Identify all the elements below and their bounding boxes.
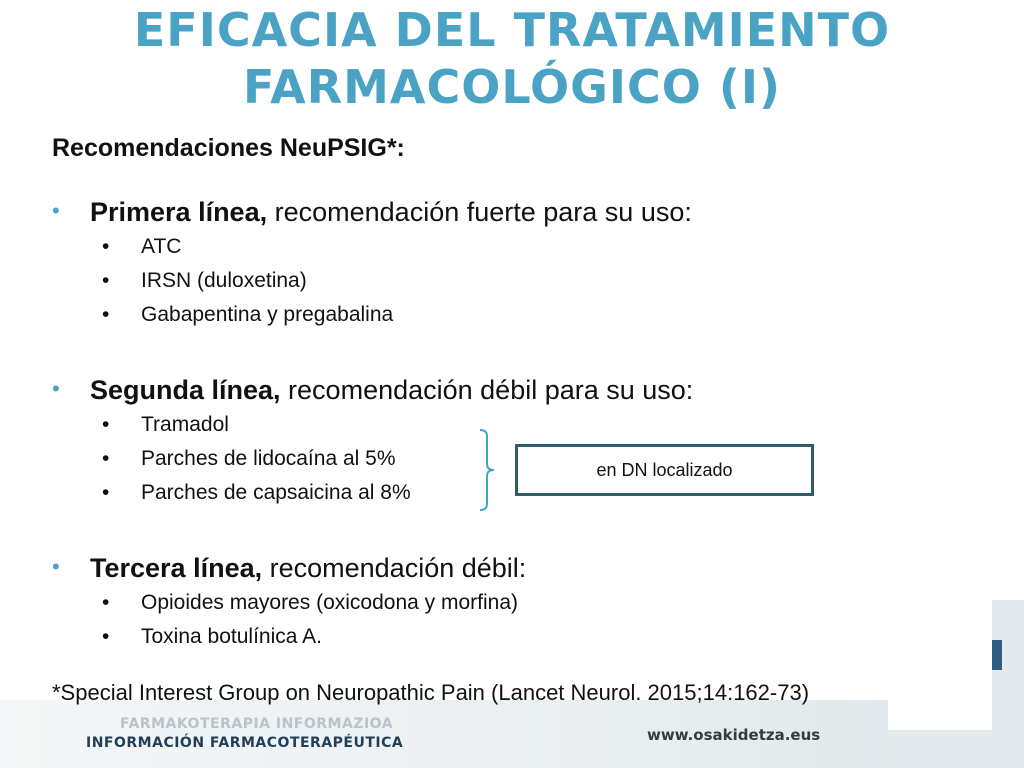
section-heading-text: recomendación débil para su uso:: [280, 375, 694, 405]
brace-icon: [478, 428, 500, 512]
list-item-text: Parches de lidocaína al 5%: [141, 447, 396, 470]
list-item-text: Toxina botulínica A.: [141, 625, 322, 648]
section-heading-bold: Segunda línea,: [90, 375, 281, 405]
list-item: [52, 586, 526, 620]
section-heading-bold: Tercera línea,: [90, 553, 263, 583]
sub-bullet-icon: •: [102, 303, 110, 326]
slide-subtitle: Recomendaciones NeuPSIG*:: [52, 134, 405, 162]
slide-title-line-2: FARMACOLÓGICO (I): [242, 60, 782, 114]
list-item-text: Gabapentina y pregabalina: [141, 303, 394, 326]
slide-title: [0, 2, 1024, 116]
footer-logo: INFORMACIÓN FARMACOTERAPÉUTICA: [86, 735, 404, 751]
list-item-text: Parches de capsaicina al 8%: [141, 481, 411, 504]
section-heading-bold: Primera línea,: [90, 197, 268, 227]
section-heading-text: recomendación débil:: [262, 553, 527, 583]
sub-bullet-icon: •: [102, 235, 110, 258]
bullet-icon: •: [52, 198, 60, 223]
list-item: [52, 408, 693, 442]
list-item: [52, 620, 526, 654]
sub-bullet-icon: •: [102, 481, 110, 504]
slide-title-line-1: EFICACIA DEL TRATAMIENTO: [133, 3, 891, 57]
sub-bullet-icon: •: [102, 413, 110, 436]
sub-bullet-icon: •: [102, 447, 110, 470]
bullet-icon: •: [52, 376, 60, 401]
list-item: [52, 230, 692, 264]
section-primera-linea: [52, 194, 692, 332]
sub-bullet-icon: •: [102, 625, 110, 648]
list-item-text: IRSN (duloxetina): [141, 269, 307, 292]
item-list: [52, 230, 692, 332]
list-item-text: Tramadol: [141, 413, 229, 436]
footer-logo-basque: FARMAKOTERAPIA INFORMAZIOA: [120, 716, 394, 732]
sub-bullet-icon: •: [102, 269, 110, 292]
section-heading: [52, 550, 526, 585]
side-logo-mark: [992, 640, 1002, 670]
footer-url: www.osakidetza.eus: [647, 726, 821, 744]
sub-bullet-icon: •: [102, 591, 110, 614]
footer-band: [0, 700, 1024, 768]
item-list: [52, 586, 526, 654]
section-tercera-linea: [52, 550, 526, 654]
footnote: *Special Interest Group on Neuropathic Pain (Lancet Neurol. 2015;14:162-73): [52, 680, 810, 705]
bullet-icon: •: [52, 554, 60, 579]
section-heading-text: recomendación fuerte para su uso:: [267, 197, 692, 227]
side-decoration-inner: [888, 600, 992, 730]
section-heading: [52, 194, 692, 229]
section-heading: [52, 372, 693, 407]
list-item: [52, 264, 692, 298]
list-item-text: ATC: [141, 235, 182, 258]
list-item: [52, 298, 692, 332]
list-item-text: Opioides mayores (oxicodona y morfina): [141, 591, 518, 614]
callout-box: en DN localizado: [515, 444, 814, 496]
